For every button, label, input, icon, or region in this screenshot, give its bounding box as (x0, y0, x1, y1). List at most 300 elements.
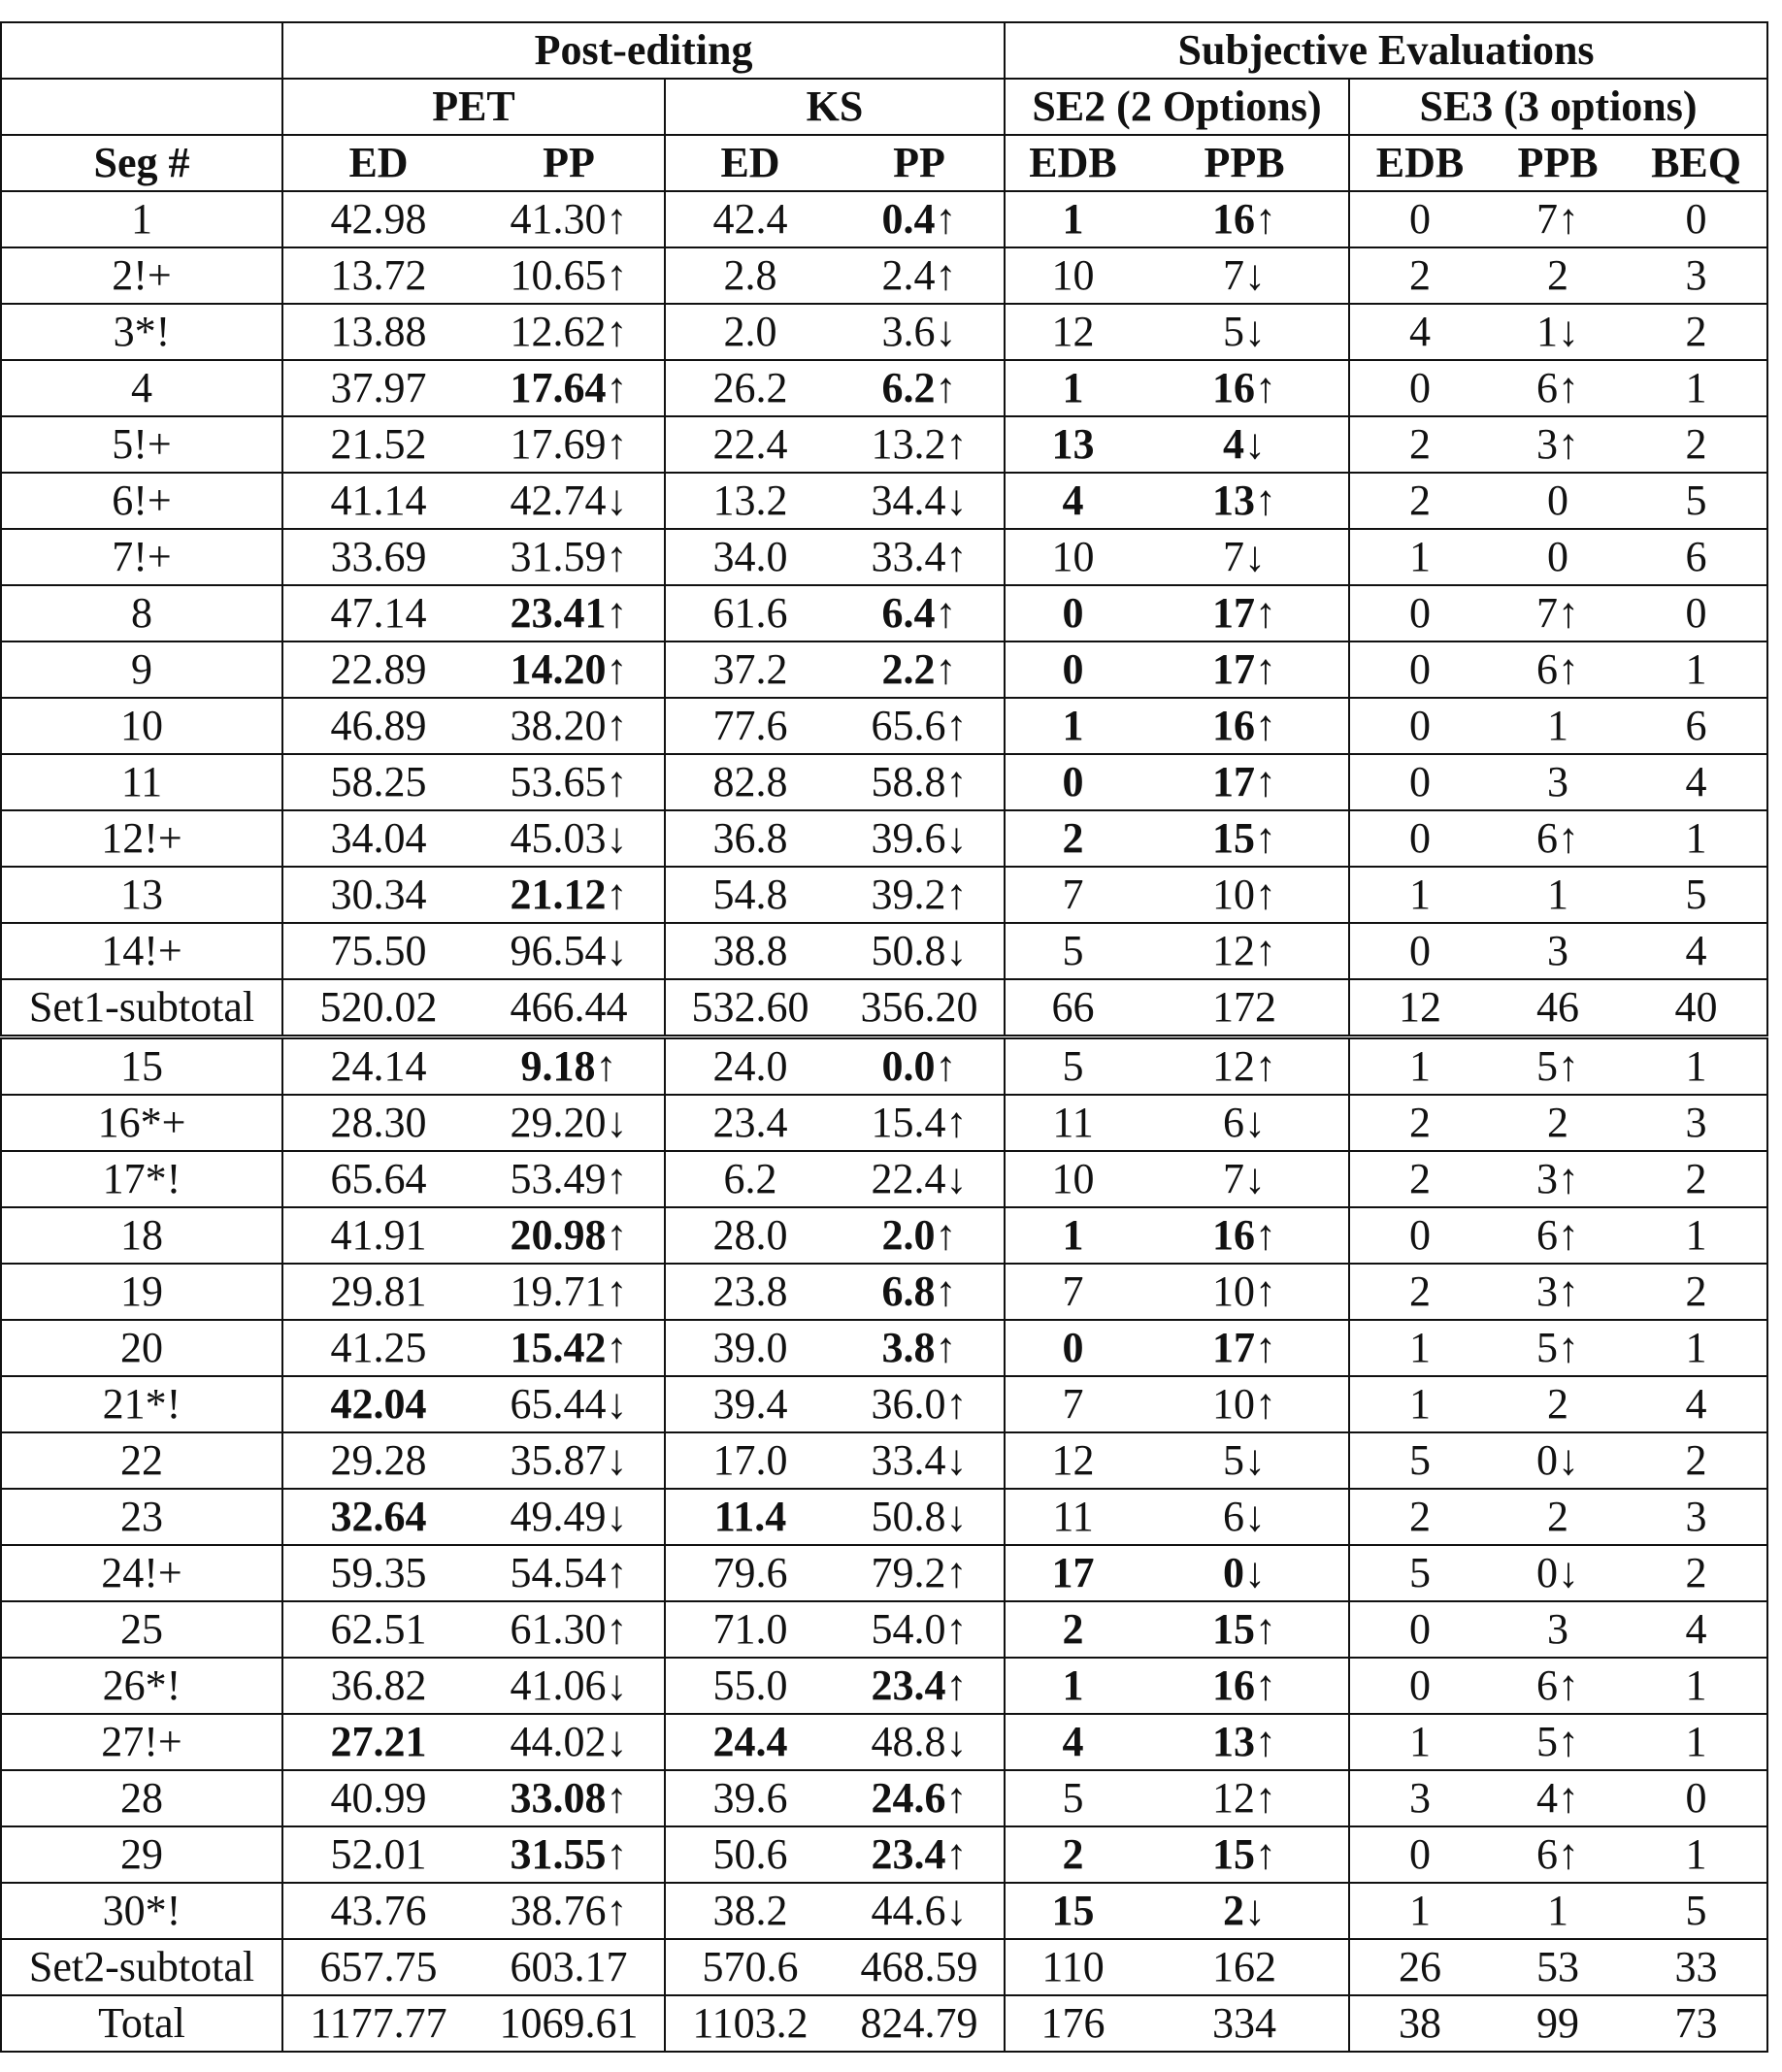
cell-value: 79.6 (712, 1549, 788, 1596)
cell-se2-edb (1005, 1376, 1140, 1432)
cell-value: 356.20 (860, 983, 978, 1031)
cell-value: 1 (1062, 1211, 1084, 1259)
arrow-up-icon: ↑ (945, 1661, 968, 1709)
cell-pet-pp (474, 1770, 665, 1826)
cell-value: 0 (1685, 195, 1707, 243)
cell-value: 17 (1212, 645, 1256, 693)
cell-se2-edb (1005, 1489, 1140, 1545)
cell-se3-edb (1349, 585, 1490, 641)
cell-se2-edb (1005, 1207, 1140, 1264)
cell-se3-ppb (1490, 1658, 1626, 1714)
cell-pet-pp (474, 360, 665, 416)
cell-se2-edb (1005, 585, 1140, 641)
cell-value: 4 (1409, 308, 1432, 355)
cell-value: 7 (1062, 1380, 1084, 1428)
cell-se2-edb (1005, 867, 1140, 923)
arrow-down-icon: ↓ (935, 308, 957, 355)
arrow-up-icon: ↑ (1255, 477, 1277, 524)
cell-value: 5 (1062, 927, 1084, 974)
cell-ks-ed (665, 641, 835, 698)
arrow-up-icon: ↑ (1558, 814, 1580, 862)
cell-ks-ed (665, 1207, 835, 1264)
group-header-subjective-evaluations: Subjective Evaluations (1005, 22, 1767, 79)
cell-se3-ppb (1490, 1601, 1626, 1658)
table-row (1, 1770, 1767, 1826)
cell-value: 468.59 (860, 1943, 978, 1990)
cell-value: 5!+ (112, 420, 172, 468)
cell-value: 1 (1062, 1661, 1084, 1709)
cell-value: 41.91 (330, 1211, 427, 1259)
cell-pet-pp (474, 1826, 665, 1883)
cell-value: 657.75 (319, 1943, 438, 1990)
cell-ks-pp (835, 979, 1005, 1037)
arrow-up-icon: ↑ (1558, 1155, 1580, 1202)
arrow-down-icon: ↓ (945, 814, 968, 862)
cell-value: 17 (1212, 758, 1256, 806)
cell-se3-beq (1626, 473, 1767, 529)
cell-se3-edb (1349, 698, 1490, 754)
cell-se3-edb (1349, 529, 1490, 585)
cell-value: 21*! (102, 1380, 182, 1428)
cell-pet-ed (282, 1658, 474, 1714)
cell-ks-pp (835, 1376, 1005, 1432)
table-row (1, 1264, 1767, 1320)
cell-value: 2 (1062, 814, 1084, 862)
subgroup-header-row (1, 79, 1767, 135)
group-header-row (1, 22, 1767, 79)
cell-ks-pp (835, 1714, 1005, 1770)
table-row (1, 1037, 1767, 1096)
cell-seg (1, 473, 282, 529)
cell-seg (1, 360, 282, 416)
cell-value: 38.2 (712, 1887, 788, 1934)
cell-value: 65.6 (871, 702, 946, 749)
arrow-up-icon: ↑ (945, 1605, 968, 1653)
arrow-up-icon: ↑ (606, 702, 628, 749)
cell-value: 23.41 (510, 589, 607, 637)
cell-se2-ppb (1140, 473, 1349, 529)
cell-value: 3 (1536, 1267, 1559, 1315)
cell-value: 5 (1062, 1042, 1084, 1090)
arrow-up-icon: ↑ (606, 1549, 628, 1596)
cell-value: 6 (1536, 1211, 1559, 1259)
cell-value: 45.03 (510, 814, 607, 862)
cell-value: 46 (1536, 983, 1580, 1031)
cell-value: 36.0 (871, 1380, 946, 1428)
cell-se3-beq (1626, 1883, 1767, 1939)
cell-ks-pp (835, 923, 1005, 979)
arrow-up-icon: ↑ (606, 1830, 628, 1878)
cell-value: 11.4 (713, 1493, 787, 1540)
column-header-ks-pp: PP (835, 135, 1005, 191)
cell-se3-beq (1626, 1939, 1767, 1995)
cell-value: 50.6 (712, 1830, 788, 1878)
column-header-se3-edb: EDB (1349, 135, 1490, 191)
cell-value: 42.98 (330, 195, 427, 243)
cell-value: 7 (1223, 251, 1245, 299)
cell-value: 13 (120, 871, 163, 918)
arrow-up-icon: ↑ (606, 195, 628, 243)
cell-value: 73 (1674, 1999, 1718, 2047)
cell-ks-ed (665, 1826, 835, 1883)
cell-value: 2 (1547, 1380, 1569, 1428)
cell-value: 2 (1062, 1605, 1084, 1653)
cell-value: 32.64 (330, 1493, 427, 1540)
cell-ks-ed (665, 1151, 835, 1207)
arrow-down-icon: ↓ (1244, 1436, 1267, 1484)
cell-se3-edb (1349, 1489, 1490, 1545)
arrow-up-icon: ↑ (1558, 1324, 1580, 1371)
cell-ks-ed (665, 867, 835, 923)
arrow-up-icon: ↑ (945, 1099, 968, 1146)
cell-se2-edb (1005, 1320, 1140, 1376)
cell-value: 4 (1685, 758, 1707, 806)
cell-value: 15 (1212, 1830, 1256, 1878)
cell-value: 24.14 (330, 1042, 427, 1090)
cell-seg (1, 1770, 282, 1826)
cell-value: 21.12 (510, 871, 607, 918)
cell-pet-ed (282, 1095, 474, 1151)
cell-pet-ed (282, 641, 474, 698)
subtotal-row (1, 1939, 1767, 1995)
cell-value: 3 (1685, 1493, 1707, 1540)
cell-value: 110 (1041, 1943, 1105, 1990)
cell-se3-beq (1626, 191, 1767, 247)
cell-se3-beq (1626, 1658, 1767, 1714)
cell-se2-ppb (1140, 1883, 1349, 1939)
cell-value: 2 (1062, 1830, 1084, 1878)
cell-value: 29.28 (330, 1436, 427, 1484)
cell-se2-edb (1005, 473, 1140, 529)
cell-pet-ed (282, 191, 474, 247)
cell-ks-ed (665, 1883, 835, 1939)
cell-se3-ppb (1490, 1207, 1626, 1264)
cell-value: Set1-subtotal (28, 983, 255, 1031)
cell-se3-edb (1349, 191, 1490, 247)
cell-pet-pp (474, 1151, 665, 1207)
cell-se3-ppb (1490, 1432, 1626, 1489)
cell-value: 54.54 (510, 1549, 607, 1596)
subgroup-header-se2: SE2 (2 Options) (1005, 79, 1349, 135)
arrow-down-icon: ↓ (1558, 1549, 1580, 1596)
cell-pet-pp (474, 1601, 665, 1658)
table-row (1, 641, 1767, 698)
cell-value: 7 (1223, 533, 1245, 580)
arrow-down-icon: ↓ (945, 1887, 968, 1934)
cell-se3-ppb (1490, 1883, 1626, 1939)
cell-se2-ppb (1140, 1995, 1349, 2052)
cell-ks-ed (665, 1489, 835, 1545)
cell-ks-ed (665, 529, 835, 585)
cell-value: 13.72 (330, 251, 427, 299)
cell-se3-beq (1626, 1320, 1767, 1376)
cell-ks-ed (665, 1995, 835, 2052)
cell-pet-pp (474, 867, 665, 923)
cell-seg (1, 1601, 282, 1658)
cell-value: 2.0 (723, 308, 777, 355)
cell-se3-edb (1349, 1770, 1490, 1826)
cell-value: 0 (1409, 1211, 1432, 1259)
arrow-up-icon: ↑ (1558, 195, 1580, 243)
cell-se3-edb (1349, 1264, 1490, 1320)
arrow-down-icon: ↓ (1244, 533, 1267, 580)
cell-value: 41.14 (330, 477, 427, 524)
cell-value: 7 (1062, 1267, 1084, 1315)
header-blank-cell (1, 79, 282, 135)
cell-value: 1 (1062, 364, 1084, 411)
cell-value: 53.49 (510, 1155, 607, 1202)
cell-se2-edb (1005, 1037, 1140, 1096)
cell-value: 0.0 (881, 1042, 936, 1090)
cell-value: 37.97 (330, 364, 427, 411)
cell-se3-beq (1626, 1995, 1767, 2052)
cell-pet-ed (282, 1770, 474, 1826)
table-row (1, 810, 1767, 867)
cell-value: 20.98 (510, 1211, 607, 1259)
cell-ks-ed (665, 1037, 835, 1096)
cell-ks-pp (835, 754, 1005, 810)
cell-pet-pp (474, 1037, 665, 1096)
cell-value: 2 (1547, 1493, 1569, 1540)
cell-ks-ed (665, 360, 835, 416)
cell-value: 39.4 (712, 1380, 788, 1428)
cell-se3-edb (1349, 1207, 1490, 1264)
cell-pet-ed (282, 754, 474, 810)
cell-ks-ed (665, 1601, 835, 1658)
cell-value: 1 (1547, 702, 1569, 749)
cell-ks-pp (835, 810, 1005, 867)
cell-value: 11 (1052, 1493, 1094, 1540)
cell-value: 0 (1062, 645, 1084, 693)
cell-value: 176 (1040, 1999, 1106, 2047)
cell-value: 6 (1223, 1099, 1245, 1146)
cell-value: 79.2 (871, 1549, 946, 1596)
cell-se2-edb (1005, 979, 1140, 1037)
arrow-down-icon: ↓ (606, 1380, 628, 1428)
cell-value: 2 (1685, 1436, 1707, 1484)
cell-value: 1 (1062, 702, 1084, 749)
cell-se3-edb (1349, 754, 1490, 810)
cell-value: 5 (1536, 1042, 1559, 1090)
cell-ks-ed (665, 1095, 835, 1151)
arrow-up-icon: ↑ (1255, 1380, 1277, 1428)
arrow-up-icon: ↑ (1255, 814, 1277, 862)
cell-se2-edb (1005, 529, 1140, 585)
cell-value: 6 (1536, 645, 1559, 693)
cell-value: 27.21 (330, 1718, 427, 1765)
cell-se2-ppb (1140, 1376, 1349, 1432)
cell-seg (1, 979, 282, 1037)
cell-se3-ppb (1490, 1714, 1626, 1770)
cell-ks-ed (665, 698, 835, 754)
cell-se3-ppb (1490, 1095, 1626, 1151)
subgroup-header-ks: KS (665, 79, 1005, 135)
cell-value: 13 (1212, 477, 1256, 524)
arrow-up-icon: ↑ (606, 364, 628, 411)
cell-value: 10 (1051, 1155, 1095, 1202)
cell-pet-pp (474, 810, 665, 867)
cell-seg (1, 1826, 282, 1883)
cell-ks-ed (665, 1320, 835, 1376)
cell-se3-ppb (1490, 1320, 1626, 1376)
cell-value: 3 (1536, 420, 1559, 468)
cell-seg (1, 641, 282, 698)
cell-value: 7 (1536, 589, 1559, 637)
cell-pet-ed (282, 1151, 474, 1207)
cell-value: 172 (1212, 983, 1277, 1031)
cell-se3-beq (1626, 1545, 1767, 1601)
table-row (1, 1714, 1767, 1770)
cell-pet-ed (282, 867, 474, 923)
cell-value: 29 (120, 1830, 163, 1878)
cell-value: 7 (1536, 195, 1559, 243)
cell-se2-ppb (1140, 1714, 1349, 1770)
cell-value: 52.01 (330, 1830, 427, 1878)
cell-seg (1, 1883, 282, 1939)
table-row (1, 247, 1767, 304)
cell-value: 3.6 (881, 308, 936, 355)
cell-ks-pp (835, 1995, 1005, 2052)
cell-value: 2 (1409, 420, 1432, 468)
cell-pet-pp (474, 1207, 665, 1264)
cell-pet-ed (282, 416, 474, 473)
cell-value: 1 (1685, 1830, 1707, 1878)
cell-value: 1 (1409, 1324, 1432, 1371)
cell-se3-edb (1349, 810, 1490, 867)
arrow-up-icon: ↑ (1558, 1774, 1580, 1822)
cell-se3-beq (1626, 1770, 1767, 1826)
cell-seg (1, 810, 282, 867)
cell-value: 21.52 (330, 420, 427, 468)
arrow-up-icon: ↑ (935, 1211, 957, 1259)
cell-se3-beq (1626, 1151, 1767, 1207)
cell-value: 15.42 (510, 1324, 607, 1371)
cell-value: 3 (1685, 251, 1707, 299)
cell-pet-ed (282, 1207, 474, 1264)
cell-se2-ppb (1140, 1264, 1349, 1320)
cell-value: 0 (1062, 758, 1084, 806)
cell-ks-pp (835, 1432, 1005, 1489)
cell-se2-edb (1005, 1658, 1140, 1714)
cell-value: 2 (1409, 1493, 1432, 1540)
table-row (1, 191, 1767, 247)
cell-ks-pp (835, 1601, 1005, 1658)
cell-pet-pp (474, 1489, 665, 1545)
arrow-up-icon: ↑ (1255, 1830, 1277, 1878)
cell-se2-edb (1005, 416, 1140, 473)
cell-value: 2 (1547, 1099, 1569, 1146)
cell-value: 1 (1685, 1718, 1707, 1765)
table-row (1, 360, 1767, 416)
cell-pet-pp (474, 473, 665, 529)
arrow-up-icon: ↑ (935, 645, 957, 693)
table-row (1, 1826, 1767, 1883)
cell-value: 15.4 (871, 1099, 946, 1146)
cell-value: 13.2 (712, 477, 788, 524)
cell-value: 13 (1051, 420, 1095, 468)
cell-value: 82.8 (712, 758, 788, 806)
table-row (1, 304, 1767, 360)
arrow-up-icon: ↑ (935, 1267, 957, 1315)
cell-value: 1 (1409, 1380, 1432, 1428)
cell-pet-ed (282, 979, 474, 1037)
cell-value: 29.20 (510, 1099, 607, 1146)
cell-value: 6.8 (881, 1267, 936, 1315)
arrow-up-icon: ↑ (945, 1549, 968, 1596)
arrow-up-icon: ↑ (945, 758, 968, 806)
cell-value: 33.4 (871, 533, 946, 580)
cell-value: 39.0 (712, 1324, 788, 1371)
cell-pet-ed (282, 360, 474, 416)
table-row (1, 1320, 1767, 1376)
cell-seg (1, 247, 282, 304)
cell-value: 40.99 (330, 1774, 427, 1822)
cell-value: 7 (1062, 871, 1084, 918)
cell-value: 23.4 (871, 1661, 946, 1709)
cell-value: 10 (1212, 1380, 1256, 1428)
cell-value: 10 (1212, 871, 1256, 918)
cell-seg (1, 529, 282, 585)
cell-ks-ed (665, 1264, 835, 1320)
cell-value: 39.6 (712, 1774, 788, 1822)
cell-se3-edb (1349, 360, 1490, 416)
cell-value: 41.25 (330, 1324, 427, 1371)
cell-value: 1 (1685, 1042, 1707, 1090)
cell-pet-ed (282, 1432, 474, 1489)
arrow-up-icon: ↑ (606, 1324, 628, 1371)
cell-value: 520.02 (319, 983, 438, 1031)
cell-se3-edb (1349, 416, 1490, 473)
cell-pet-pp (474, 416, 665, 473)
cell-pet-pp (474, 1939, 665, 1995)
cell-se3-edb (1349, 1883, 1490, 1939)
cell-ks-ed (665, 585, 835, 641)
cell-value: 0 (1409, 1661, 1432, 1709)
cell-value: 17 (1051, 1549, 1095, 1596)
cell-se3-edb (1349, 473, 1490, 529)
cell-value: 22.4 (712, 420, 788, 468)
cell-ks-pp (835, 1095, 1005, 1151)
cell-se3-beq (1626, 1432, 1767, 1489)
arrow-up-icon: ↑ (1255, 758, 1277, 806)
cell-ks-pp (835, 641, 1005, 698)
cell-se3-ppb (1490, 698, 1626, 754)
cell-value: 1 (1547, 1887, 1569, 1934)
cell-se2-ppb (1140, 1489, 1349, 1545)
cell-seg (1, 867, 282, 923)
cell-value: 77.6 (712, 702, 788, 749)
cell-value: 15 (1051, 1887, 1095, 1934)
cell-pet-pp (474, 1883, 665, 1939)
cell-pet-pp (474, 1320, 665, 1376)
cell-value: 3 (1547, 927, 1569, 974)
cell-se2-edb (1005, 1826, 1140, 1883)
cell-value: 2.0 (881, 1211, 936, 1259)
cell-se3-edb (1349, 923, 1490, 979)
cell-value: 4 (1685, 1605, 1707, 1653)
header-blank-cell (1, 22, 282, 79)
cell-value: 1 (1685, 1661, 1707, 1709)
arrow-up-icon: ↑ (1558, 364, 1580, 411)
cell-seg (1, 923, 282, 979)
cell-value: 48.8 (871, 1718, 946, 1765)
arrow-up-icon: ↑ (1558, 420, 1580, 468)
cell-value: 28 (120, 1774, 163, 1822)
arrow-down-icon: ↓ (1244, 420, 1267, 468)
cell-se3-ppb (1490, 1770, 1626, 1826)
cell-pet-pp (474, 979, 665, 1037)
table-row (1, 1151, 1767, 1207)
